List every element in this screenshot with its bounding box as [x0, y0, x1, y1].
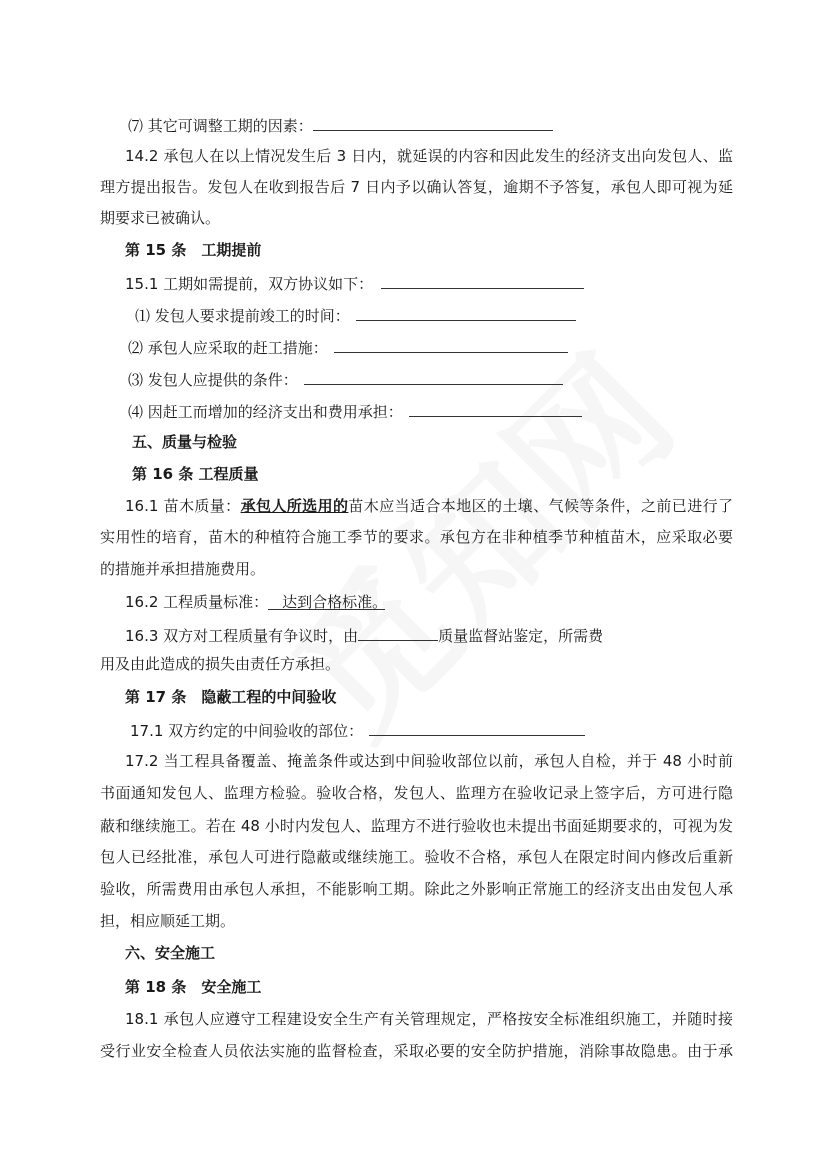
underlined-text: 承包人所选用的 — [240, 497, 349, 515]
blank-field[interactable] — [304, 368, 563, 385]
item-label: 17.1 双方约定的中间验收的部位： — [130, 722, 364, 740]
clause-14-item-7 — [128, 114, 553, 136]
item-label: ⑷ 因赶工而增加的经济支出和费用承担： — [128, 403, 403, 421]
text: 16.1 苗木质量： — [125, 497, 241, 515]
clause-18-heading: 第 18 条 安全施工 — [125, 978, 262, 996]
clause-16-1-line: 实用性的培育，苗木的种植符合施工季节的要求。承包方在非种植季节种植苗木，应采取必要 — [100, 528, 733, 546]
clause-18-1-line: 受行业安全检查人员依法实施的监督检查，采取必要的安全防护措施，消除事故隐患。由于承 — [100, 1042, 733, 1060]
section-5-heading: 五、质量与检验 — [132, 433, 238, 451]
clause-17-2-line: 书面通知发包人、监理方检验。验收合格，发包人、监理方在验收记录上签字后，方可进行隐 — [100, 784, 733, 802]
clause-17-2-line: 验收，所需费用由承包人承担，不能影响工期。除此之外影响正常施工的经济支出由发包人承 — [100, 880, 733, 898]
item-label: ⑴ 发包人要求提前竣工的时间： — [135, 307, 350, 325]
blank-field[interactable] — [356, 304, 576, 321]
item-label: ⑶ 发包人应提供的条件： — [128, 371, 298, 389]
blank-field[interactable] — [381, 272, 584, 289]
text: 苗木应当适合本地区的土壤、气候等条件，之前已进行了 — [348, 497, 733, 515]
clause-15-item-2 — [128, 336, 568, 358]
item-label: 16.2 工程质量标准： — [125, 593, 269, 611]
clause-15-heading: 第 15 条 工期提前 — [125, 241, 262, 259]
blank-field[interactable] — [334, 336, 568, 353]
clause-17-2-line: 蔽和继续施工。若在 48 小时内发包人、监理方不进行验收也未提出书面延期要求的，可视为发 — [100, 817, 733, 835]
clause-16-1-line — [125, 496, 733, 516]
item-label: ⑵ 承包人应采取的赶工措施： — [128, 339, 328, 357]
item-label: 15.1 工期如需提前，双方协议如下： — [125, 275, 374, 293]
clause-15-item-4 — [128, 400, 582, 422]
blank-field[interactable] — [409, 400, 582, 417]
section-6-heading: 六、安全施工 — [125, 944, 216, 962]
clause-14-2-line: 14.2 承包人在以上情况发生后 3 日内，就延误的内容和因此发生的经济支出向发包人、监 — [125, 147, 733, 165]
clause-15-1 — [125, 272, 584, 294]
clause-17-1 — [130, 719, 585, 741]
clause-16-heading: 第 16 条 工程质量 — [132, 465, 259, 483]
clause-14-2-line: 理方提出报告。发包人在收到报告后 7 日内予以确认答复，逾期不予答复，承包人即可视为延 — [100, 178, 733, 196]
clause-17-2-line: 包人已经批准，承包人可进行隐蔽或继续施工。验收不合格，承包人在限定时间内修改后重新 — [100, 848, 733, 866]
clause-16-2 — [125, 592, 388, 612]
blank-field[interactable] — [369, 719, 585, 736]
clause-16-1-line: 的措施并承担措施费用。 — [100, 560, 266, 578]
blank-field[interactable] — [313, 114, 553, 131]
item-label: ⑺ 其它可调整工期的因素： — [128, 117, 313, 135]
clause-15-item-1 — [135, 304, 576, 326]
text: 质量监督站鉴定，所需费 — [438, 627, 604, 645]
clause-17-2-line: 17.2 当工程具备覆盖、掩盖条件或达到中间验收部位以前，承包人自检，并于 48 小时前 — [125, 752, 733, 770]
clause-16-3-line: 用及由此造成的损失由责任方承担。 — [100, 655, 341, 673]
clause-16-3 — [125, 624, 603, 646]
quality-standard-field[interactable]: 达到合格标准。 — [268, 592, 385, 610]
clause-18-1-line: 18.1 承包人应遵守工程建设安全生产有关管理规定，严格按安全标准组织施工，并随时接 — [125, 1010, 733, 1028]
clause-15-item-3 — [128, 368, 563, 390]
clause-17-heading: 第 17 条 隐蔽工程的中间验收 — [125, 688, 337, 706]
blank-field[interactable] — [358, 624, 438, 641]
text: 16.3 双方对工程质量有争议时，由 — [125, 627, 359, 645]
clause-14-2-line: 期要求已被确认。 — [100, 209, 221, 227]
clause-17-2-line: 担，相应顺延工期。 — [100, 912, 236, 930]
